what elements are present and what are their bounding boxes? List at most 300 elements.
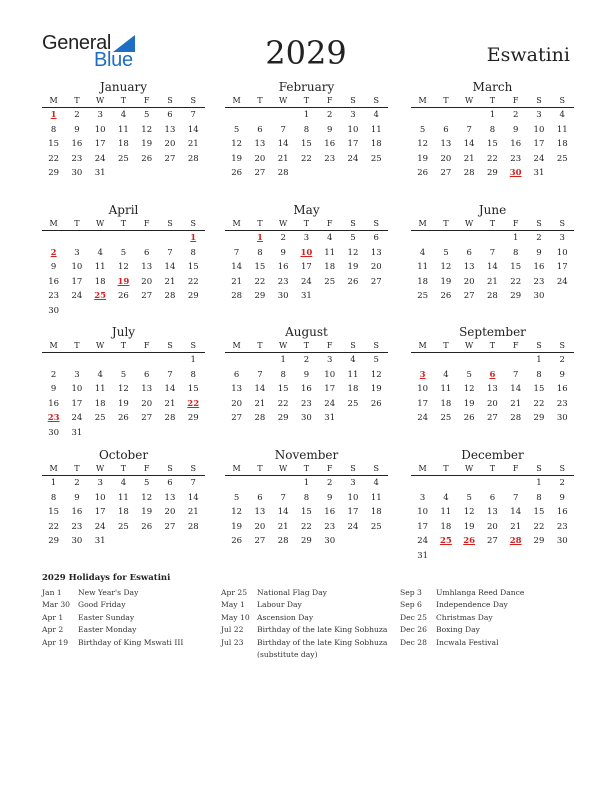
- day-cell: [248, 353, 271, 368]
- day-cell: 26: [231, 168, 243, 179]
- day-cell: 21: [277, 153, 289, 164]
- day-cell: 22: [187, 276, 199, 287]
- day-cell: 20: [254, 153, 266, 164]
- day-cell: 29: [48, 536, 60, 547]
- weekday-label: S: [190, 341, 196, 350]
- day-cell: 19: [463, 521, 475, 532]
- weekday-header: [225, 340, 388, 353]
- day-cell: 11: [118, 124, 129, 135]
- day-cell: [42, 231, 65, 246]
- day-cell: 5: [373, 355, 379, 365]
- weekday-label: T: [257, 464, 263, 473]
- holiday-entry: [400, 599, 524, 611]
- week-row: [411, 246, 574, 261]
- holiday-entry: [42, 599, 183, 611]
- day-cell: [42, 353, 65, 368]
- day-cell: 16: [556, 507, 568, 518]
- day-cell: 18: [118, 507, 129, 518]
- day-cell: 5: [350, 233, 356, 243]
- weekday-label: T: [443, 464, 449, 473]
- holiday-name: Good Friday: [78, 600, 126, 610]
- day-cell: 13: [141, 262, 153, 273]
- day-cell: 13: [463, 262, 475, 273]
- day-cell: 15: [510, 262, 522, 273]
- day-cell: 11: [347, 369, 359, 380]
- weekday-label: T: [120, 464, 127, 473]
- weekday-label: F: [512, 219, 519, 228]
- holiday-date: Jul 22: [221, 625, 244, 635]
- week-row: [411, 491, 574, 506]
- day-cell: [365, 166, 388, 181]
- day-cell: 5: [443, 247, 449, 258]
- day-cell: 12: [463, 384, 475, 395]
- day-cell: 16: [48, 398, 60, 409]
- weekday-label: M: [418, 96, 427, 105]
- week-row: [225, 353, 388, 368]
- day-cell: 27: [231, 413, 243, 424]
- day-cell: 27: [370, 276, 382, 287]
- day-cell: 2: [326, 110, 333, 120]
- day-cell: 13: [254, 507, 266, 518]
- day-cell: 8: [303, 124, 310, 135]
- day-cell: 19: [118, 398, 129, 409]
- day-cell: [551, 549, 574, 564]
- holiday-date: Jul 23: [221, 637, 244, 647]
- day-cell: [225, 353, 248, 368]
- day-cell: 11: [417, 262, 429, 273]
- day-cell: 17: [324, 384, 336, 395]
- day-cell: 18: [324, 262, 336, 273]
- day-cell: 23: [556, 521, 568, 532]
- week-row: [42, 397, 205, 412]
- day-cell: 4: [373, 110, 379, 120]
- day-cell: 19: [347, 262, 359, 273]
- holiday-entry: [221, 649, 387, 661]
- logo-blue-text: Blue: [94, 49, 133, 71]
- day-cell: 28: [254, 413, 266, 424]
- week-row: [42, 289, 205, 304]
- day-cell: 29: [187, 413, 199, 424]
- holiday-column: [400, 587, 524, 649]
- weekday-label: T: [257, 96, 263, 105]
- day-cell: 12: [141, 124, 153, 135]
- day-cell: 7: [167, 369, 173, 380]
- day-cell: [504, 353, 527, 368]
- day-cell: 23: [324, 521, 336, 532]
- day-cell: [458, 353, 481, 368]
- weekday-label: M: [232, 464, 241, 473]
- day-cell: [318, 289, 341, 304]
- day-cell: 11: [370, 492, 382, 503]
- month-name: February: [278, 80, 335, 94]
- day-cell: 4: [350, 355, 356, 365]
- day-cell: 24: [94, 521, 106, 532]
- day-cell: 30: [48, 305, 60, 316]
- day-cell: 20: [487, 521, 498, 532]
- day-cell: 25: [440, 413, 452, 424]
- day-cell: 6: [466, 247, 472, 258]
- week-row: [411, 260, 574, 275]
- week-row: [42, 353, 205, 368]
- day-cell: [158, 534, 181, 549]
- day-cell: [182, 426, 205, 441]
- day-cell: [182, 304, 205, 319]
- day-cell: [89, 426, 112, 441]
- day-cell: 6: [233, 369, 240, 380]
- day-cell: 20: [231, 398, 243, 409]
- day-cell: 6: [257, 124, 263, 135]
- day-cell: 30: [71, 168, 83, 179]
- holiday-entry: [221, 612, 387, 624]
- holiday-date: Dec 26: [400, 625, 427, 635]
- day-cell: 10: [417, 507, 429, 518]
- holiday-date: Apr 2: [42, 625, 64, 635]
- logo-general-text: General: [42, 32, 112, 54]
- holiday-day-cell: 6: [489, 369, 496, 380]
- day-cell: 22: [48, 521, 60, 532]
- weekday-label: M: [418, 341, 427, 350]
- day-cell: 4: [97, 369, 103, 380]
- day-cell: 9: [512, 124, 519, 135]
- week-row: [225, 123, 388, 138]
- weekday-header: [411, 95, 574, 108]
- day-cell: 3: [326, 355, 333, 365]
- day-cell: 11: [440, 507, 452, 518]
- holiday-date: Apr 25: [221, 588, 248, 597]
- day-cell: 4: [97, 247, 103, 258]
- day-cell: [135, 353, 158, 368]
- week-row: [42, 304, 205, 319]
- weekday-label: W: [465, 96, 474, 105]
- holiday-name: New Year's Day: [78, 588, 139, 597]
- day-cell: 6: [443, 124, 449, 135]
- day-cell: [411, 108, 434, 123]
- day-cell: 27: [254, 536, 266, 547]
- day-cell: [65, 304, 88, 319]
- weekday-label: S: [373, 464, 379, 473]
- week-row: [225, 137, 388, 152]
- day-cell: 12: [118, 262, 129, 273]
- weekday-label: S: [167, 96, 173, 105]
- day-cell: 26: [141, 521, 153, 532]
- day-cell: 17: [71, 398, 83, 409]
- day-cell: 31: [417, 550, 429, 561]
- holiday-day-cell: 1: [190, 233, 197, 243]
- holiday-name: Easter Sunday: [78, 612, 135, 622]
- day-cell: [458, 476, 481, 491]
- week-row: [225, 108, 388, 123]
- holiday-entry: [400, 612, 524, 624]
- month-may: [225, 203, 388, 304]
- day-cell: 30: [556, 536, 568, 547]
- day-cell: [135, 166, 158, 181]
- holiday-date: Dec 28: [400, 637, 427, 647]
- month-name: September: [459, 325, 526, 339]
- weekday-label: W: [465, 219, 474, 228]
- weekday-label: S: [190, 96, 196, 105]
- day-cell: 9: [326, 492, 333, 503]
- day-cell: 21: [510, 521, 522, 532]
- weekday-label: T: [74, 464, 80, 473]
- day-cell: 24: [71, 291, 83, 302]
- day-cell: 8: [190, 247, 196, 258]
- day-cell: [527, 549, 550, 564]
- week-row: [42, 152, 205, 167]
- day-cell: 16: [556, 384, 568, 395]
- day-cell: 8: [303, 492, 310, 503]
- weekday-label: T: [443, 96, 449, 105]
- weekday-label: W: [279, 464, 288, 473]
- holiday-entry: [42, 612, 183, 624]
- day-cell: 26: [417, 168, 429, 179]
- week-row: [42, 246, 205, 261]
- day-cell: 25: [118, 153, 129, 164]
- day-cell: 12: [118, 384, 129, 395]
- day-cell: 28: [463, 168, 475, 179]
- day-cell: 29: [301, 536, 312, 547]
- week-row: [42, 382, 205, 397]
- day-cell: 23: [324, 153, 336, 164]
- day-cell: 20: [487, 398, 498, 409]
- day-cell: 22: [301, 153, 312, 164]
- day-cell: 31: [71, 427, 83, 438]
- holiday-day-cell: 26: [463, 536, 476, 547]
- month-name: June: [478, 203, 507, 217]
- day-cell: 10: [533, 124, 545, 135]
- holiday-day-cell: 30: [509, 168, 522, 179]
- weekday-label: T: [74, 219, 80, 228]
- week-row: [225, 260, 388, 275]
- day-cell: [341, 166, 364, 181]
- day-cell: 26: [231, 536, 243, 547]
- day-cell: [434, 476, 457, 491]
- holiday-date: May 1: [221, 600, 245, 610]
- day-cell: 7: [233, 247, 240, 258]
- day-cell: 27: [164, 521, 176, 532]
- day-cell: 14: [187, 492, 199, 503]
- day-cell: 2: [74, 110, 80, 120]
- day-cell: 28: [164, 291, 176, 302]
- week-row: [411, 382, 574, 397]
- day-cell: 15: [48, 507, 60, 518]
- day-cell: 16: [324, 139, 336, 150]
- day-cell: 5: [233, 492, 240, 503]
- day-cell: [112, 353, 135, 368]
- holiday-day-cell: 25: [94, 291, 107, 302]
- day-cell: 5: [466, 492, 472, 503]
- weekday-label: T: [257, 341, 263, 350]
- day-cell: 3: [536, 110, 542, 120]
- day-cell: 18: [94, 398, 106, 409]
- day-cell: 30: [277, 291, 289, 302]
- holiday-date: Apr 19: [42, 637, 69, 647]
- weekday-label: W: [96, 341, 105, 350]
- day-cell: 24: [556, 276, 568, 287]
- day-cell: 28: [277, 536, 289, 547]
- holidays-title: 2029 Holidays for Eswatini: [42, 573, 171, 583]
- day-cell: 8: [536, 492, 542, 503]
- day-cell: 17: [533, 139, 545, 150]
- day-cell: 15: [533, 507, 545, 518]
- day-cell: 25: [370, 153, 382, 164]
- holiday-date: Mar 30: [42, 600, 71, 610]
- holiday-entry: [400, 587, 524, 599]
- day-cell: 21: [164, 398, 176, 409]
- week-row: [411, 368, 574, 383]
- day-cell: 23: [556, 398, 568, 409]
- day-cell: 15: [533, 384, 545, 395]
- weekday-header: [225, 463, 388, 476]
- weekday-label: W: [279, 219, 288, 228]
- day-cell: [182, 534, 205, 549]
- day-cell: [481, 353, 504, 368]
- day-cell: 27: [164, 153, 176, 164]
- month-name: November: [274, 448, 339, 462]
- day-cell: 23: [533, 276, 545, 287]
- day-cell: 5: [120, 247, 127, 258]
- day-cell: 31: [301, 291, 312, 302]
- holiday-day-cell: 22: [187, 398, 200, 409]
- day-cell: [341, 534, 364, 549]
- day-cell: 21: [277, 521, 289, 532]
- day-cell: [411, 476, 434, 491]
- day-cell: 5: [233, 124, 240, 135]
- holiday-name: Birthday of King Mswati III: [78, 637, 184, 647]
- day-cell: 28: [510, 413, 522, 424]
- day-cell: [365, 289, 388, 304]
- week-row: [42, 426, 205, 441]
- day-cell: 8: [489, 124, 496, 135]
- day-cell: 12: [370, 369, 382, 380]
- week-row: [411, 520, 574, 535]
- holiday-date: Apr 1: [42, 612, 64, 622]
- day-cell: 15: [301, 139, 312, 150]
- weekday-header: [225, 218, 388, 231]
- day-cell: 2: [559, 355, 565, 365]
- weekday-label: S: [350, 464, 356, 473]
- day-cell: [458, 231, 481, 246]
- weekday-label: T: [443, 341, 449, 350]
- weekday-label: S: [559, 464, 565, 473]
- day-cell: 17: [71, 276, 83, 287]
- day-cell: 28: [231, 291, 243, 302]
- day-cell: 18: [118, 139, 129, 150]
- week-row: [225, 368, 388, 383]
- weekday-label: S: [559, 96, 565, 105]
- week-row: [42, 368, 205, 383]
- week-row: [42, 411, 205, 426]
- day-cell: 2: [74, 478, 80, 488]
- day-cell: 8: [512, 247, 519, 258]
- week-row: [42, 534, 205, 549]
- weekday-label: S: [167, 464, 173, 473]
- day-cell: 9: [303, 369, 310, 380]
- day-cell: 22: [254, 276, 266, 287]
- month-march: [411, 80, 574, 181]
- weekday-header: [411, 340, 574, 353]
- day-cell: [112, 534, 135, 549]
- day-cell: 14: [164, 384, 176, 395]
- day-cell: 15: [187, 384, 199, 395]
- day-cell: 11: [440, 384, 452, 395]
- day-cell: [158, 353, 181, 368]
- day-cell: 24: [94, 153, 106, 164]
- week-row: [411, 411, 574, 426]
- week-row: [411, 289, 574, 304]
- weekday-label: M: [232, 219, 241, 228]
- day-cell: [225, 476, 248, 491]
- day-cell: 4: [373, 478, 379, 488]
- day-cell: 5: [143, 110, 150, 120]
- weekday-label: W: [279, 341, 288, 350]
- day-cell: 21: [463, 153, 475, 164]
- holiday-day-cell: 28: [509, 536, 522, 547]
- day-cell: 31: [533, 168, 545, 179]
- week-row: [411, 549, 574, 564]
- day-cell: 10: [556, 247, 568, 258]
- day-cell: [458, 108, 481, 123]
- holiday-name: Birthday of the late King Sobhuza: [257, 625, 388, 635]
- day-cell: [272, 108, 295, 123]
- holiday-name: Ascension Day: [257, 612, 314, 622]
- day-cell: 11: [324, 247, 336, 258]
- week-row: [411, 275, 574, 290]
- weekday-label: T: [303, 464, 310, 473]
- week-row: [411, 397, 574, 412]
- day-cell: 7: [190, 478, 196, 488]
- day-cell: 21: [187, 139, 199, 150]
- day-cell: 28: [487, 291, 498, 302]
- day-cell: 5: [419, 124, 426, 135]
- day-cell: 25: [556, 153, 568, 164]
- weekday-label: S: [559, 341, 565, 350]
- weekday-label: F: [512, 464, 519, 473]
- day-cell: 14: [187, 124, 199, 135]
- holiday-day-cell: 19: [117, 276, 130, 287]
- day-cell: 31: [94, 536, 106, 547]
- day-cell: 12: [347, 247, 359, 258]
- day-cell: 10: [94, 124, 106, 135]
- holiday-day-cell: 25: [439, 536, 452, 547]
- calendar-year-title: 2029: [265, 34, 347, 72]
- day-cell: 22: [301, 521, 312, 532]
- day-cell: 1: [280, 355, 286, 365]
- country-name: Eswatini: [486, 44, 570, 66]
- weekday-label: F: [143, 341, 150, 350]
- holiday-name: Independence Day: [436, 600, 508, 610]
- day-cell: 22: [48, 153, 60, 164]
- day-cell: 30: [324, 536, 336, 547]
- holiday-date: Dec 25: [400, 612, 427, 622]
- holiday-entry: [42, 637, 183, 649]
- day-cell: [112, 304, 135, 319]
- weekday-label: W: [96, 96, 105, 105]
- day-cell: 1: [536, 355, 542, 365]
- day-cell: 27: [440, 168, 452, 179]
- day-cell: [158, 304, 181, 319]
- month-february: [225, 80, 388, 181]
- day-cell: 6: [167, 478, 173, 488]
- day-cell: [341, 289, 364, 304]
- day-cell: 23: [71, 153, 83, 164]
- day-cell: 27: [141, 413, 153, 424]
- day-cell: 1: [190, 355, 196, 365]
- day-cell: 13: [440, 139, 452, 150]
- week-row: [411, 476, 574, 491]
- weekday-label: F: [143, 96, 150, 105]
- day-cell: 26: [370, 398, 382, 409]
- day-cell: 30: [71, 536, 83, 547]
